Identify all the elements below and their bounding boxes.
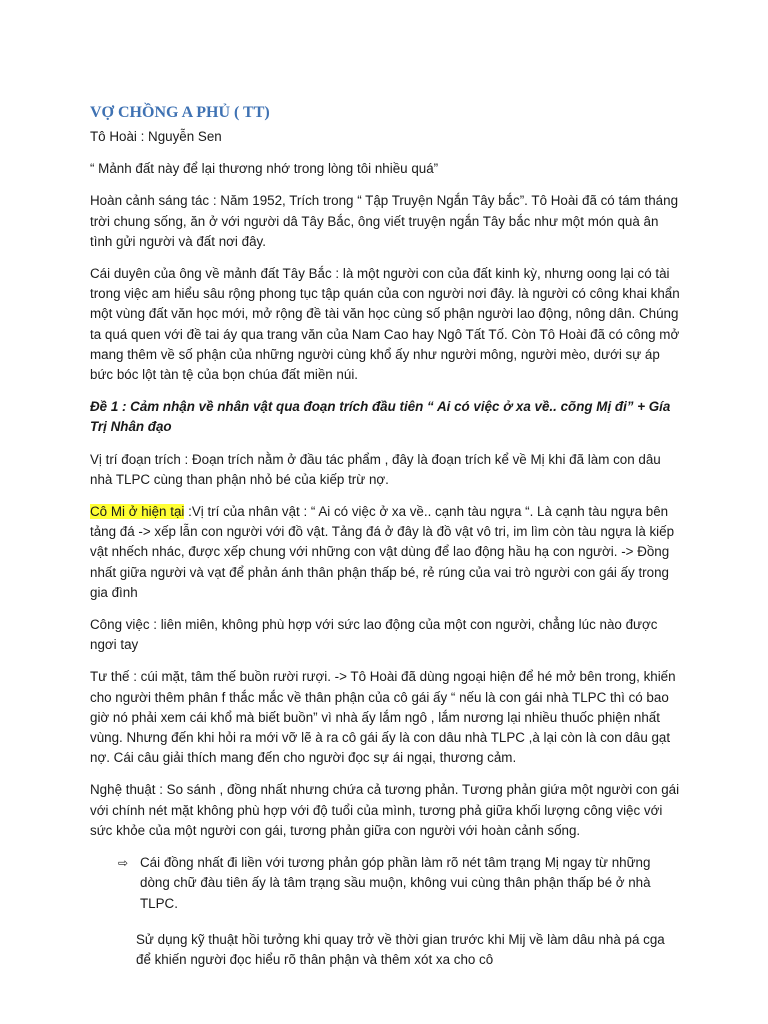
art-paragraph: Nghệ thuật : So sánh , đồng nhất nhưng chứa cả tương phản. Tương phản giứa một người con gái với chính nét mặt không phù hợp với độ tuổi của mình, tương phả giữa khối lượng công việc với sức khỏe của một người con gái, tương phản giữa con người với hoàn cảnh sống.: [90, 782, 680, 838]
topic-heading: Đề 1 : Cảm nhận về nhân vật qua đoạn trích đầu tiên “ Ai có việc ở xa về.. cõng Mị đi” + Gía Trị Nhân đạo: [90, 399, 671, 435]
bullet-item: [90, 853, 680, 914]
highlighted-label: Cô Mi ở hiện tại: [90, 504, 185, 520]
document-title: VỢ CHỒNG A PHỦ ( TT): [90, 104, 270, 121]
context-paragraph: Hoàn cảnh sáng tác : Năm 1952, Trích trong “ Tập Truyện Ngắn Tây bắc”. Tô Hoài đã có tám tháng trời chung sống, ăn ở với người dâ Tây Bắc, ông viết truyện ngắn Tây bắc như một món quà ân tình gửi người và đất nơi đây.: [90, 193, 679, 249]
connection-paragraph: Cái duyên của ông về mảnh đất Tây Bắc : là một người con của đất kinh kỳ, nhưng oong lại có tài trong việc am hiểu sâu rộng phong tục tập quán của con người nơi đây. là người có công khai khẩn một vùng đất văn học mới, mở rộng đề tài văn học cùng số phận người lao động, nông dân. Chúng ta quá quen với đề tai áy qua trang văn của Nam Cao hay Ngô Tất Tố. Còn Tô Hoài đã có công mở mang thêm về số phận của những người cùng khổ ấy như người mông, người mèo, dưới sự áp bức bóc lột tàn tệ của bọn chúa đất miền núi.: [90, 266, 680, 383]
posture-paragraph: Tư thế : cúi mặt, tâm thế buồn rười rượi. -> Tô Hoài đã dùng ngoại hiện để hé mở bên trong, khiến cho người thêm phân f thắc mắc về thân phận của cô gái ấy “ nếu là con gái nhà TLPC thì có bao giờ nó phải xem cái khổ mà biết buồn” vì nhà ấy lắm ngô , lắm nương lại nhiều thuốc phiện nhất vùng. Nhưng đến khi hỏi ra mới vỡ lẽ à ra cô gái ấy là con dâu nhà TLPC ,à lại còn là con dâu gạt nợ. Cái câu giải thích mang đến cho người đọc sự ái ngại, thương cảm.: [90, 669, 676, 766]
arrow-right-outline-icon: ⇨: [118, 856, 129, 871]
present-text: :Vị trí của nhân vật : “ Ai có việc ở xa về.. cạnh tàu ngựa “. Là cạnh tàu ngựa bên tảng đá -> xếp lẫn con người với đồ vật. Tảng đá ở đây là đồ vật vô tri, im lìm còn tàu ngựa là kiếp vật nhếch nhác, được xếp chung với những con vật dùng để lao động hầu hạ con người. -> Đồng nhất giữa người và vạt để phản ánh thân phận thấp bé, rẻ rúng của vai trò người con gái ấy trong gia đình: [90, 504, 675, 600]
excerpt-position-paragraph: Vị trí đoạn trích : Đoạn trích nằm ở đầu tác phẩm , đây là đoạn trích kể về Mị khi đã làm con dâu nhà TLPC cùng than phận nhỏ bé của kiếp trừ nợ.: [90, 451, 661, 487]
work-paragraph: Công việc : liên miên, không phù hợp với sức lao động của một con người, chẳng lúc nào được ngơi tay: [90, 617, 658, 653]
bullet-text: Cái đồng nhất đi liền với tương phản góp phần làm rõ nét tâm trạng Mị ngay từ những dòng chữ đàu tiên ấy là tâm trạng sầu muộn, không vui cùng thân phận thấp bé ở nhà TLPC.: [140, 855, 651, 911]
flashback-paragraph: Sử dụng kỹ thuật hồi tưởng khi quay trở về thời gian trước khi Mij về làm dâu nhà pá cga để khiến người đọc hiểu rõ thân phận và thêm xót xa cho cô: [136, 931, 665, 967]
opening-quote: “ Mảnh đất này để lại thương nhớ trong lòng tôi nhiều quá”: [90, 161, 439, 177]
present-paragraph: [90, 502, 680, 603]
author-line: Tô Hoài : Nguyễn Sen: [90, 129, 222, 144]
